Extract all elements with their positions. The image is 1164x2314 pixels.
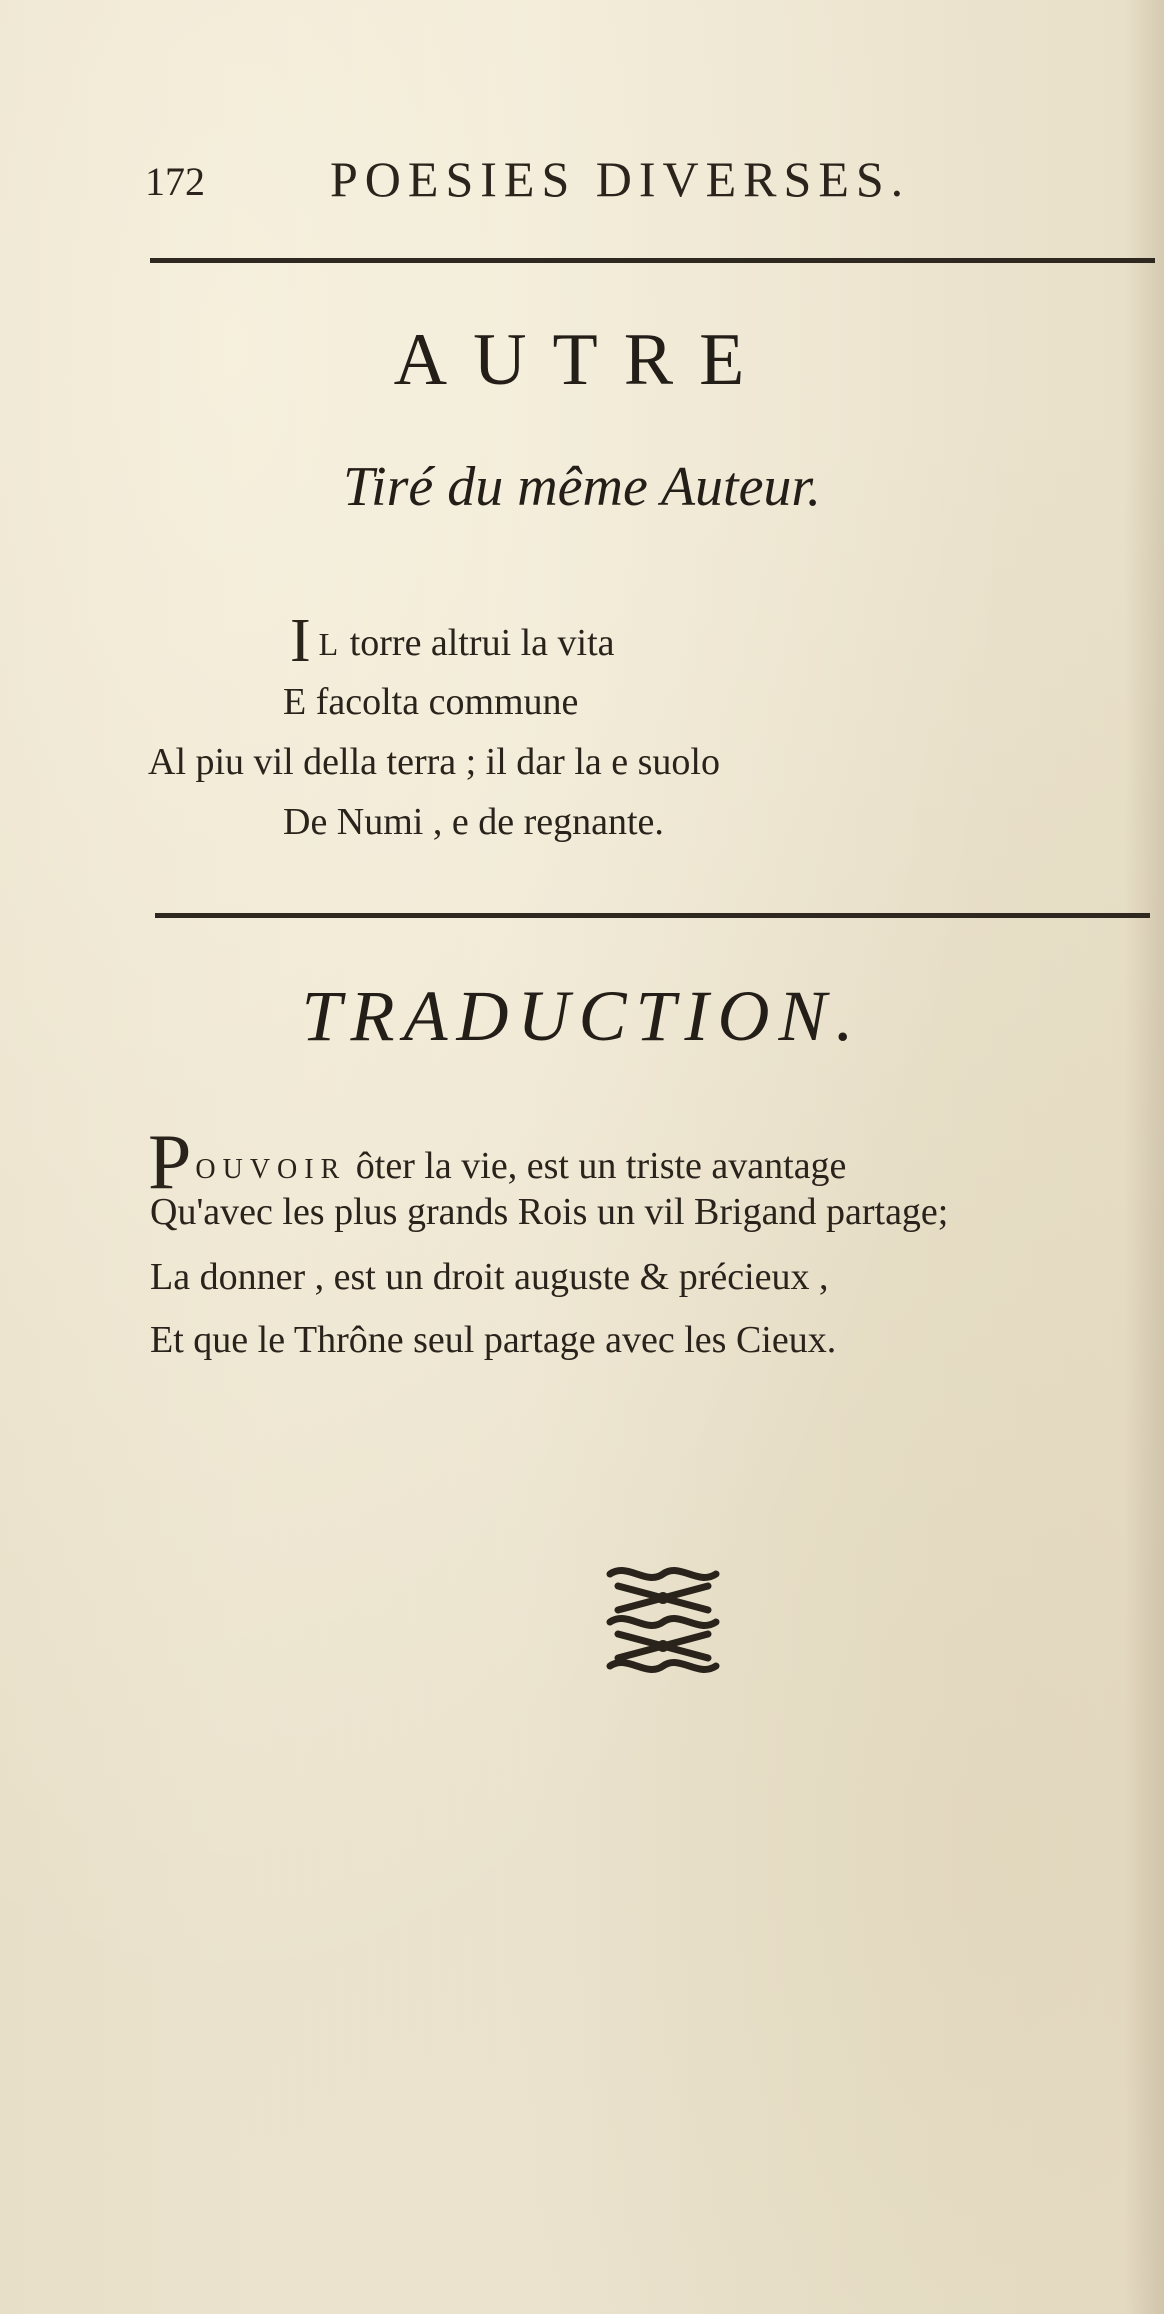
running-title: POESIES DIVERSES. bbox=[330, 151, 911, 207]
middle-rule bbox=[155, 913, 1150, 918]
verse-text: ôter la vie, est un triste avantage bbox=[346, 1145, 847, 1187]
italian-verse-line-4: De Numi , e de regnante. bbox=[283, 801, 664, 843]
printer-ornament-icon bbox=[598, 1556, 728, 1676]
running-head bbox=[145, 150, 1015, 210]
section-subheading: Tiré du même Auteur. bbox=[342, 456, 822, 518]
verse-text: torre altrui la vita bbox=[340, 622, 615, 664]
french-verse-line-4: Et que le Thrône seul partage avec les Cieux. bbox=[150, 1319, 837, 1361]
top-rule bbox=[150, 258, 1155, 263]
drop-cap: P bbox=[148, 1118, 192, 1205]
french-verse-line-3: La donner , est un droit auguste & précieux , bbox=[150, 1256, 829, 1298]
italian-verse-line-2: E facolta commune bbox=[283, 681, 579, 723]
french-verse-line-2: Qu'avec les plus grands Rois un vil Brigand partage; bbox=[150, 1191, 949, 1233]
page-number: 172 bbox=[145, 159, 205, 204]
italian-verse-line-1 bbox=[290, 607, 615, 675]
drop-cap: I bbox=[290, 607, 311, 675]
small-caps: OUVOIR bbox=[195, 1154, 347, 1185]
section-heading-traduction: TRADUCTION. bbox=[301, 976, 863, 1056]
italian-verse-line-3: Al piu vil della terra ; il dar la e suolo bbox=[148, 741, 720, 783]
small-caps: L bbox=[318, 626, 341, 662]
section-heading-autre: AUTRE bbox=[393, 319, 771, 401]
